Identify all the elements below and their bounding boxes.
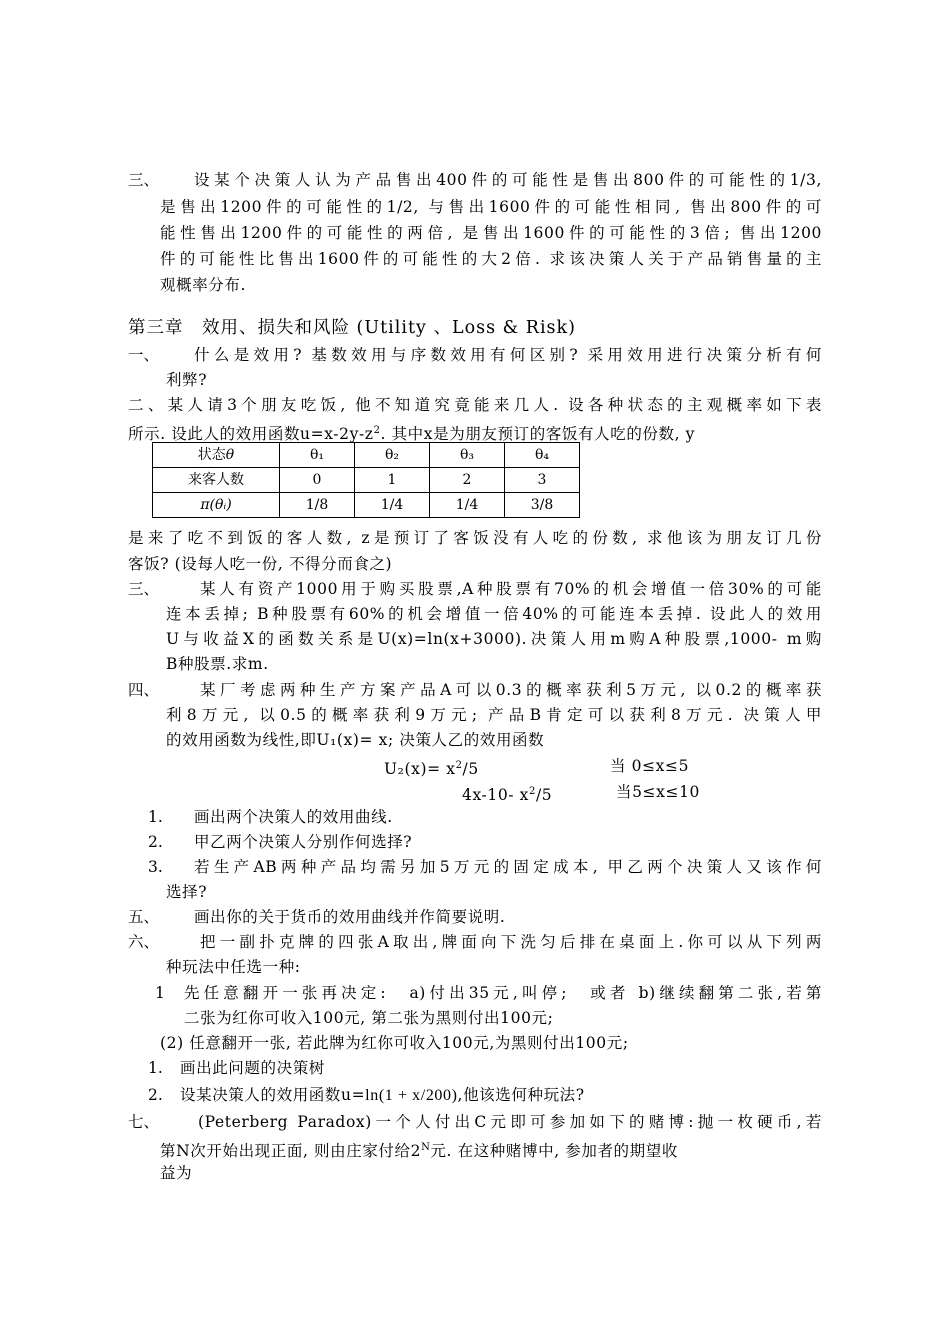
question-number: 一、 — [128, 346, 160, 364]
table-cell: 1 — [355, 468, 430, 493]
question-text — [128, 421, 822, 444]
question-text: (Peterberg Paradox)一个人付出C元即可参加如下的赌博:抛一枚硬币,若 — [198, 1113, 822, 1131]
table-cell: θ₂ — [355, 443, 430, 468]
question-text: 第N次开始出现正面, 则由庄家付给$2^N$元. 在这种赌博中, 参加者的期望收 — [160, 1142, 678, 1161]
chapter-title: 第三章 效用、损失和风险 (Utility 、Loss & Risk) — [128, 318, 576, 338]
question-text: U与收益X的函数关系是U(x)=ln(x+3000).决策人用m购A种股票,1000- m购 — [166, 630, 822, 648]
question-number: 七、 — [128, 1113, 160, 1131]
question-text: B种股票.求m. — [166, 655, 269, 673]
table-cell: 1/8 — [280, 493, 355, 518]
question-number: 三、 — [128, 580, 160, 598]
table-cell: 1/4 — [430, 493, 505, 518]
question-text: 某人有资产1000用于购买股票,A种股票有70%的机会增值一倍30%的可能 — [200, 580, 822, 598]
question-text: 把一副扑克牌的四张A取出,牌面向下洗匀后排在桌面上.你可以从下列两 — [200, 933, 822, 951]
question-text: 连本丢掉; B种股票有60%的机会增值一倍40%的可能连本丢掉. 设此人的效用 — [166, 605, 822, 623]
item-number: 2. — [148, 1086, 163, 1104]
formula-text: 所示. 设此人的效用函数u=x-2y-z — [128, 425, 374, 444]
question-text: 客饭? (设每人吃一份, 不得分而食之) — [128, 555, 393, 573]
formula-line: 4x-10- $x^2/5$ — [462, 786, 553, 805]
table-cell: θ₁ — [280, 443, 355, 468]
item-number: 1. — [148, 1059, 163, 1077]
state-probability-table — [152, 442, 580, 518]
question-text: 种玩法中任选一种: — [166, 958, 301, 976]
table-row — [153, 493, 580, 518]
question-number: 六、 — [128, 933, 160, 951]
table-cell: θ₃ — [430, 443, 505, 468]
question-number: 四、 — [128, 681, 160, 699]
question-number: 三、 — [128, 171, 160, 189]
item-number: 3. — [148, 858, 163, 876]
table-cell: 2 — [430, 468, 505, 493]
table-row — [153, 443, 580, 468]
option-text: 二张为红你可收入100元, 第二张为黑则付出100元; — [184, 1009, 554, 1027]
table-cell: 状态θ — [153, 443, 280, 468]
utility-formula: ln(1 + x/200) — [365, 1087, 458, 1104]
question-text: 能性售出1200件的可能性的两倍, 是售出1600件的可能性的3倍; 售出1200 — [160, 224, 822, 242]
option-text: (2) 任意翻开一张, 若此牌为红你可收入100元,为黑则付出100元; — [160, 1034, 629, 1052]
item-text: 甲乙两个决策人分别作何选择? — [194, 833, 413, 851]
question-text: 画出你的关于货币的效用曲线并作简要说明. — [194, 908, 506, 926]
item-number: 2. — [148, 833, 163, 851]
item-text: 选择? — [166, 883, 208, 901]
item-number: 1. — [148, 808, 163, 826]
table-cell: 1/4 — [355, 493, 430, 518]
table-cell: 3 — [505, 468, 580, 493]
item-text: 画出此问题的决策树 — [180, 1059, 325, 1077]
question-text: 某厂考虑两种生产方案产品A可以0.3的概率获利5万元, 以0.2的概率获 — [200, 681, 822, 699]
table-row — [153, 468, 580, 493]
question-text: 的效用函数为线性,即U₁(x)= x; 决策人乙的效用函数 — [166, 731, 545, 749]
item-text: 设某决策人的效用函数u=ln(1 + x/200),他该选何种玩法? — [180, 1086, 585, 1104]
formula-condition: 当5≤x≤10 — [616, 783, 701, 801]
table-cell: 来客人数 — [153, 468, 280, 493]
table-cell: θ₄ — [505, 443, 580, 468]
item-text: 若生产AB两种产品均需另加5万元的固定成本, 甲乙两个决策人又该作何 — [194, 858, 822, 876]
formula-condition: 当 0≤x≤5 — [610, 757, 690, 775]
question-text: 什么是效用? 基数效用与序数效用有何区别? 采用效用进行决策分析有何 — [194, 346, 822, 364]
question-text: 是售出1200件的可能性的1/2, 与售出1600件的可能性相同, 售出800件的可 — [160, 198, 822, 216]
formula-text: . 其中x是为朋友预订的客饭有人吃的份数, y — [380, 425, 696, 444]
item-text: 画出两个决策人的效用曲线. — [194, 808, 393, 826]
table-cell: 3/8 — [505, 493, 580, 518]
question-text: 益为 — [160, 1164, 193, 1182]
question-text: 利8万元, 以0.5的概率获利9万元; 产品B肯定可以获利8万元. 决策人甲 — [166, 706, 822, 724]
option-text: 先任意翻开一张再决定: a)付出35元,叫停; 或者 b)继续翻第二张,若第 — [184, 984, 822, 1002]
question-text: 观概率分布. — [160, 276, 247, 294]
table-cell: π(θᵢ) — [153, 493, 280, 518]
question-text: 件的可能性比售出1600件的可能性的大2倍. 求该决策人关于产品销售量的主 — [160, 250, 822, 268]
formula-line: $U_2(x)= x^2/5$ — [384, 760, 479, 779]
question-number: 五、 — [128, 908, 160, 926]
question-text: 是来了吃不到饭的客人数, z是预订了客饭没有人吃的份数, 求他该为朋友订几份 — [128, 529, 822, 547]
question-text: 利弊? — [166, 371, 208, 389]
question-text: 设某个决策人认为产品售出400件的可能性是售出800件的可能性的1/3, — [194, 171, 822, 189]
question-text: 二、某人请3个朋友吃饭, 他不知道究竟能来几人. 设各种状态的主观概率如下表 — [128, 396, 822, 414]
table-cell: 0 — [280, 468, 355, 493]
option-number: 1 — [155, 984, 165, 1002]
superscript: 2 — [373, 425, 381, 436]
